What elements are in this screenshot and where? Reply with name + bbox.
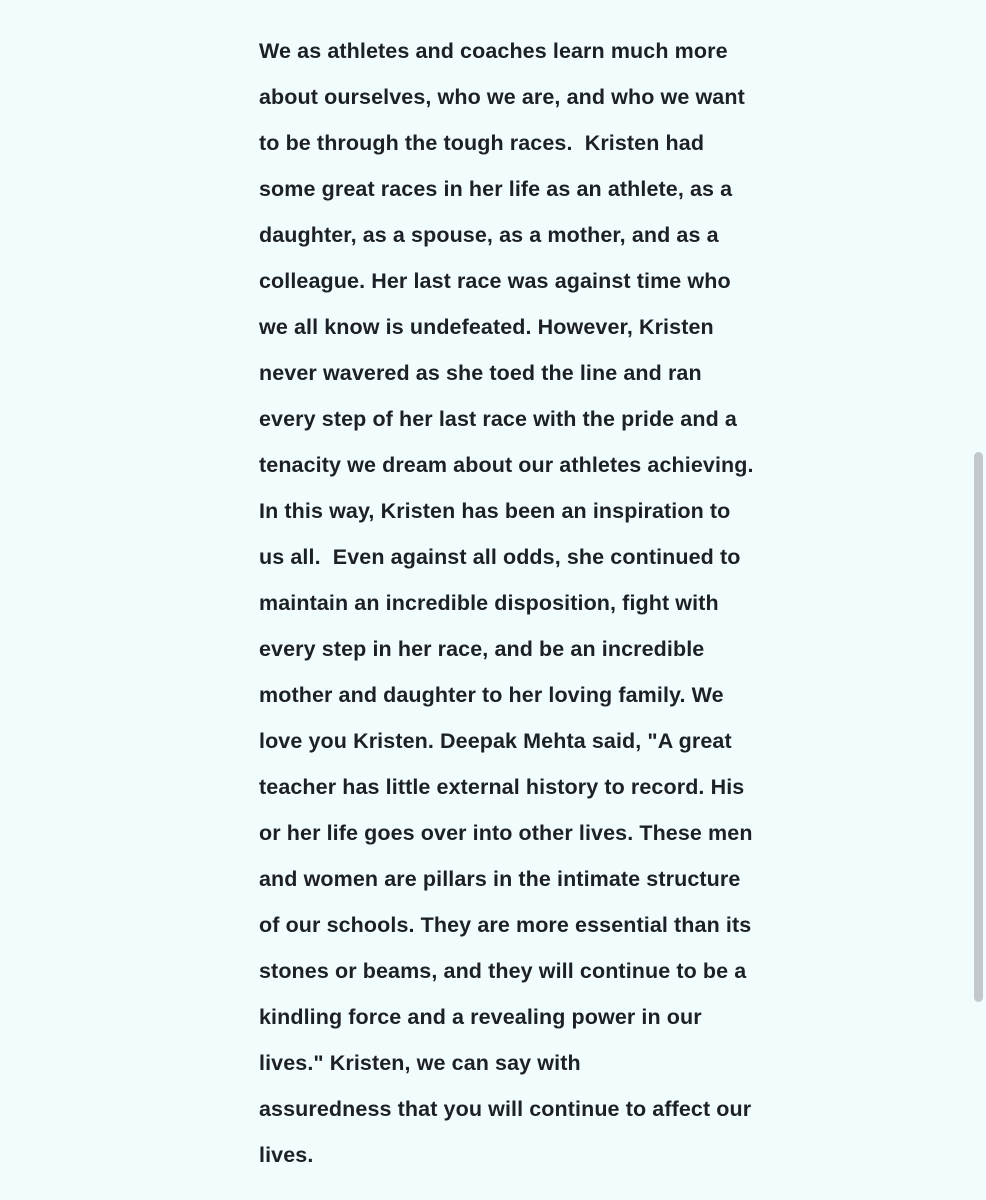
text-line: love you Kristen. Deepak Mehta said, "A great: [259, 729, 732, 753]
text-line: stones or beams, and they will continue to be a: [259, 959, 747, 983]
text-line: to be through the tough races. Kristen had: [259, 131, 705, 155]
text-line: us all. Even against all odds, she continued to: [259, 545, 741, 569]
text-line: We as athletes and coaches learn much more: [259, 39, 728, 63]
text-line: mother and daughter to her loving family. We: [259, 683, 724, 707]
text-line: daughter, as a spouse, as a mother, and as a: [259, 223, 719, 247]
text-line: or her life goes over into other lives. These men: [259, 821, 753, 845]
text-line: never wavered as she toed the line and ran: [259, 361, 702, 385]
text-line: about ourselves, who we are, and who we want: [259, 85, 745, 109]
scrollbar-thumb[interactable]: [974, 452, 983, 1002]
text-line: of our schools. They are more essential than its: [259, 913, 752, 937]
text-line: we all know is undefeated. However, Kristen: [259, 315, 714, 339]
text-line: and women are pillars in the intimate structure: [259, 867, 741, 891]
vertical-scrollbar[interactable]: [966, 0, 986, 1200]
text-line: every step of her last race with the pride and a: [259, 407, 737, 431]
document-body: [259, 28, 779, 1178]
text-line: colleague. Her last race was against time who: [259, 269, 731, 293]
text-line: In this way, Kristen has been an inspiration to: [259, 499, 731, 523]
text-line: teacher has little external history to record. His: [259, 775, 745, 799]
text-line: maintain an incredible disposition, fight with: [259, 591, 719, 615]
text-line: tenacity we dream about our athletes achieving.: [259, 453, 754, 477]
text-line: every step in her race, and be an incredible: [259, 637, 705, 661]
text-line: lives.: [259, 1143, 314, 1167]
text-line: some great races in her life as an athlete, as a: [259, 177, 733, 201]
text-line: assuredness that you will continue to affect our: [259, 1097, 752, 1121]
text-line: kindling force and a revealing power in our: [259, 1005, 702, 1029]
text-line: lives." Kristen, we can say with: [259, 1051, 581, 1075]
